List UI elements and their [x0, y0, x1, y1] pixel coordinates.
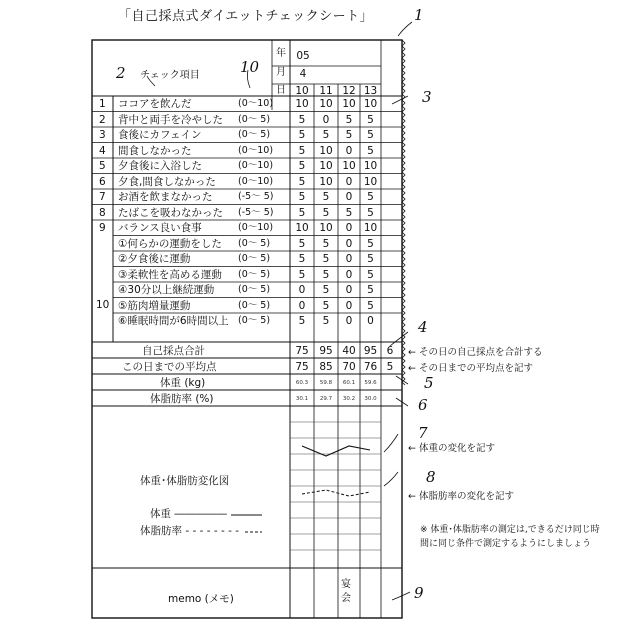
average-day-3: 70: [342, 361, 356, 373]
legend-weight: 体重 ―――――: [150, 509, 231, 520]
average-day-4: 76: [363, 361, 378, 373]
row-value-day-1: 5: [298, 315, 306, 327]
total-label: 自己採点合計: [142, 345, 205, 357]
total-day-4: 95: [363, 345, 378, 357]
weight-day-3: 60.1: [342, 380, 356, 386]
row-number: 2: [99, 113, 106, 126]
sheet-title: 「自己採点式ダイエットチェックシート」: [118, 9, 374, 24]
row-range: (0〜10): [238, 144, 274, 156]
average-label: この日までの平均点: [122, 361, 217, 373]
row-range: (0〜10): [238, 222, 274, 233]
annotation-total: ← その日の自己採点を合計する: [408, 347, 543, 358]
row-value-day-1: 5: [298, 268, 306, 281]
row-value-day-2: 10: [319, 175, 333, 188]
row-value-day-4: 5: [367, 284, 374, 296]
ref-numeral-8: 8: [426, 468, 436, 486]
exercise-group-number: 10: [96, 299, 110, 311]
row-range: (-5〜 5): [238, 206, 274, 218]
row-value-day-2: 5: [322, 253, 330, 265]
row-label: 夕食,間食しなかった: [118, 175, 216, 188]
row-range: (0〜 5): [238, 268, 271, 280]
row-value-day-3: 0: [345, 237, 353, 250]
total-day-3: 40: [342, 345, 356, 357]
row-value-day-4: 5: [367, 299, 374, 312]
row-value-day-3: 5: [345, 206, 353, 219]
total-day-2: 95: [319, 345, 333, 357]
row-value-day-2: 10: [319, 222, 333, 234]
row-label: ④30分以上継続運動: [118, 284, 215, 296]
check-items-label: チェック項目: [140, 70, 200, 81]
row-value-day-3: 0: [345, 299, 353, 312]
row-label: ①何らかの運動をした: [118, 237, 222, 250]
row-range: (0〜 5): [238, 237, 271, 249]
row-value-day-3: 0: [345, 253, 353, 265]
ref-numeral-2: 2: [116, 64, 126, 82]
row-value-day-4: 5: [367, 253, 374, 265]
month-value: 4: [299, 68, 307, 80]
row-range: (0〜10): [238, 160, 274, 171]
row-range: (0〜 5): [238, 299, 271, 311]
row-value-day-3: 10: [342, 160, 356, 172]
row-value-day-2: 5: [322, 284, 330, 296]
row-range: (0〜10): [238, 98, 274, 109]
row-value-day-3: 5: [345, 129, 353, 141]
annotation-average: ← その日までの平均点を記す: [408, 363, 533, 374]
row-number: 8: [99, 206, 106, 219]
row-value-day-1: 5: [298, 191, 306, 203]
row-value-day-2: 5: [322, 191, 330, 203]
row-value-day-2: 5: [322, 206, 330, 219]
row-range: (0〜10): [238, 175, 274, 187]
row-label: 夕食後に入浴した: [118, 160, 202, 172]
row-value-day-4: 10: [363, 222, 378, 234]
row-value-day-4: 5: [367, 268, 374, 281]
row-value-day-2: 5: [322, 315, 330, 327]
body-fat-day-4: 30.0: [364, 396, 377, 402]
row-value-day-1: 5: [298, 129, 306, 141]
row-value-day-1: 0: [298, 299, 306, 312]
row-value-day-4: 10: [363, 98, 378, 110]
row-number: 5: [99, 160, 106, 172]
body-fat-day-2: 29.7: [319, 396, 333, 402]
row-value-day-2: 10: [319, 144, 333, 157]
total-day-1: 75: [295, 345, 309, 357]
row-value-day-1: 5: [298, 175, 306, 188]
row-value-day-4: 10: [363, 175, 378, 188]
row-value-day-4: 5: [367, 129, 374, 141]
row-value-day-1: 5: [298, 206, 306, 219]
weight-day-4: 59.6: [364, 380, 377, 386]
ref-numeral-7: 7: [418, 424, 428, 442]
row-value-day-3: 0: [345, 222, 353, 234]
chart-title: 体重･体脂肪変化図: [140, 475, 230, 487]
row-range: (0〜 5): [238, 284, 271, 295]
row-value-day-2: 5: [322, 237, 330, 250]
row-value-day-3: 0: [345, 144, 353, 157]
row-value-day-2: 10: [319, 98, 333, 110]
row-value-day-2: 5: [322, 268, 330, 281]
row-label: ⑤筋肉増量運動: [118, 299, 191, 312]
day-col-1: 10: [295, 85, 309, 97]
row-value-day-1: 5: [298, 160, 306, 172]
row-value-day-2: 0: [322, 113, 330, 126]
year-value: 05: [296, 50, 310, 62]
row-range: (0〜 5): [238, 253, 271, 264]
body-fat-day-1: 30.1: [295, 396, 309, 402]
row-value-day-1: 5: [298, 144, 306, 157]
row-value-day-4: 5: [367, 206, 374, 219]
row-value-day-4: 5: [367, 237, 374, 250]
weight-label: 体重 (kg): [160, 377, 206, 389]
row-value-day-3: 0: [345, 284, 353, 296]
total-extra: 6: [386, 345, 394, 357]
ref-numeral-10: 10: [240, 58, 260, 76]
day-col-2: 11: [319, 85, 333, 97]
row-value-day-4: 5: [367, 144, 374, 157]
annotation-weight: ← 体重の変化を記す: [408, 443, 495, 454]
row-label: お酒を飲まなかった: [118, 191, 213, 203]
day-label: 日: [276, 85, 286, 96]
body-fat-label: 体脂肪率 (%): [150, 393, 214, 405]
average-extra: 5: [386, 361, 394, 373]
row-value-day-4: 5: [367, 191, 374, 203]
row-label: 食後にカフェイン: [118, 129, 202, 141]
row-range: (-5〜 5): [238, 191, 274, 202]
row-number: 4: [99, 144, 106, 157]
row-value-day-2: 5: [322, 299, 330, 312]
row-label: ③柔軟性を高める運動: [118, 268, 222, 281]
row-number: 1: [99, 98, 106, 110]
row-range: (0〜 5): [238, 129, 271, 140]
weight-day-1: 60.3: [295, 380, 309, 386]
row-label: ⑥睡眠時間が6時間以上: [118, 315, 229, 327]
row-value-day-1: 5: [298, 237, 306, 250]
year-label: 年: [276, 48, 286, 59]
row-value-day-4: 10: [363, 160, 378, 172]
row-number: 9: [99, 222, 106, 234]
row-value-day-1: 5: [298, 113, 306, 126]
row-number: 6: [99, 175, 106, 188]
row-value-day-4: 0: [367, 315, 374, 327]
row-value-day-2: 5: [322, 129, 330, 141]
row-label: 間食しなかった: [118, 144, 192, 157]
month-label: 月: [276, 67, 286, 78]
row-label: バランス良い食事: [118, 222, 202, 234]
day-col-3: 12: [342, 85, 356, 97]
row-value-day-1: 10: [295, 98, 309, 110]
average-day-1: 75: [295, 361, 309, 373]
body-fat-day-3: 30.2: [342, 396, 356, 402]
day-col-4: 13: [363, 85, 378, 97]
row-value-day-2: 10: [319, 160, 333, 172]
legend-body-fat: 体脂肪率 - - - - - - - -: [140, 526, 243, 537]
row-value-day-3: 0: [345, 315, 353, 327]
row-value-day-3: 0: [345, 268, 353, 281]
measurement-note: ※ 体重･体脂肪率の測定は,できるだけ同じ時間に同じ条件で測定するようにしましょう: [420, 525, 600, 549]
ref-numeral-9: 9: [414, 584, 424, 602]
row-number: 3: [99, 129, 106, 141]
row-label: ②夕食後に運動: [118, 253, 191, 265]
ref-numeral-1: 1: [414, 6, 424, 24]
row-label: ココアを飲んだ: [118, 98, 192, 110]
row-value-day-1: 0: [298, 284, 306, 296]
row-value-day-3: 0: [345, 191, 353, 203]
row-value-day-3: 0: [345, 175, 353, 188]
ref-numeral-5: 5: [424, 374, 434, 392]
ref-numeral-3: 3: [422, 88, 432, 106]
average-day-2: 85: [319, 361, 333, 373]
row-label: たばこを吸わなかった: [118, 206, 223, 219]
row-value-day-1: 10: [295, 222, 309, 234]
memo-cell-note: 宴会: [341, 579, 351, 604]
row-value-day-4: 5: [367, 113, 374, 126]
row-value-day-3: 5: [345, 113, 353, 126]
annotation-body-fat: ← 体脂肪率の変化を記す: [408, 491, 514, 502]
row-value-day-1: 5: [298, 253, 306, 265]
weight-day-2: 59.8: [319, 380, 333, 386]
row-value-day-3: 10: [342, 98, 356, 110]
row-label: 背中と両手を冷やした: [118, 113, 223, 126]
memo-label: memo (メモ): [168, 593, 234, 605]
row-number: 7: [99, 191, 106, 203]
row-range: (0〜 5): [238, 113, 271, 125]
ref-numeral-4: 4: [418, 318, 428, 336]
row-range: (0〜 5): [238, 315, 271, 326]
ref-numeral-6: 6: [418, 396, 428, 414]
